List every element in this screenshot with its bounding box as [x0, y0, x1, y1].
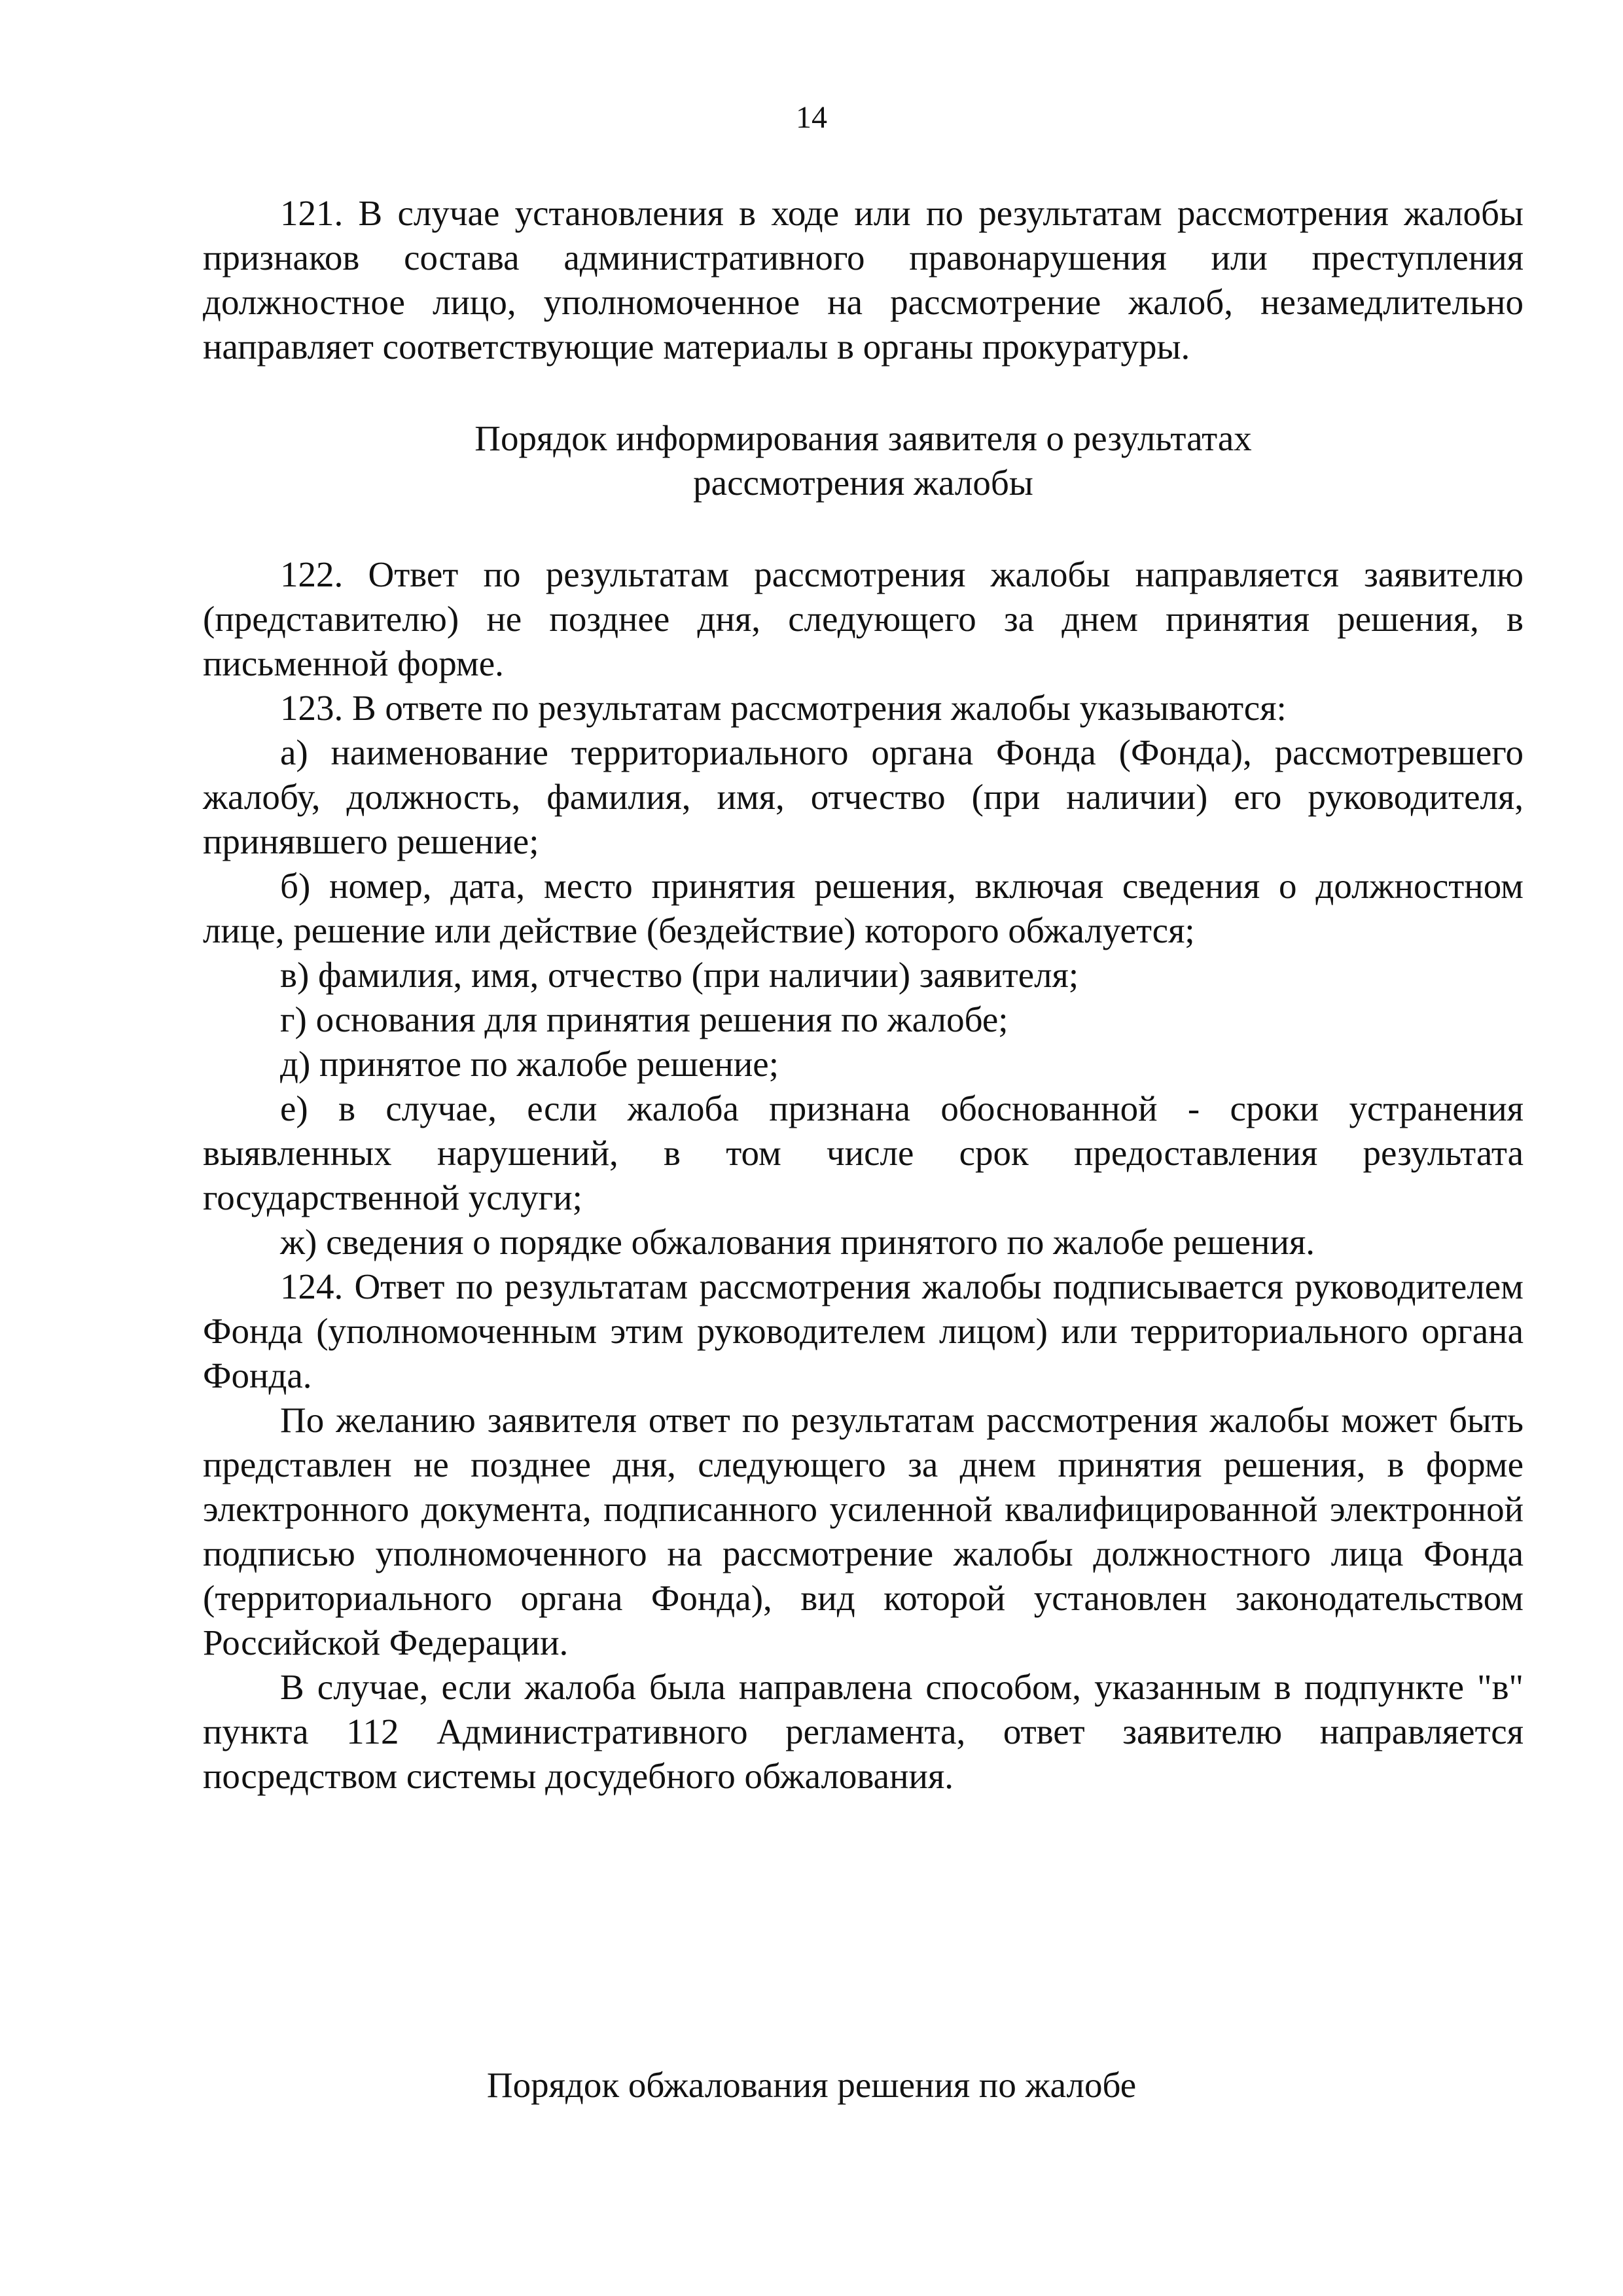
paragraph-122: 122. Ответ по результатам рассмотрения жалобы направляется заявителю (представителю) не позднее дня, следующего за днем принятия решения, в письменной форме.	[203, 554, 1524, 683]
section-heading-appeal: Порядок обжалования решения по жалобе	[486, 2065, 1137, 2105]
paragraph-123-e: е) в случае, если жалоба признана обоснованной - сроки устранения выявленных нарушений, в том числе срок предоставления результата государственной услуги;	[203, 1088, 1524, 1217]
paragraph-123: 123. В ответе по результатам рассмотрения жалобы указываются:	[280, 688, 1287, 728]
paragraph-121: 121. В случае установления в ходе или по результатам рассмотрения жалобы признаков состава административного правонарушения или преступления должностное лицо, уполномоченное на рассмотрение жалоб, незамедлительно направляет соответствующие материалы в органы прокуратуры.	[203, 193, 1524, 367]
paragraph-123-b: б) номер, дата, место принятия решения, включая сведения о должностном лице, решение или действие (бездействие) которого обжалуется;	[203, 866, 1524, 950]
section-heading-informing	[203, 416, 1524, 505]
section-heading-line-1: Порядок информирования заявителя о результатах	[474, 418, 1252, 458]
paragraph-124: 124. Ответ по результатам рассмотрения жалобы подписывается руководителем Фонда (уполномоченным этим руководителем лицом) или территориального органа Фонда.	[203, 1266, 1524, 1395]
paragraph-123-d: д) принятое по жалобе решение;	[280, 1044, 779, 1084]
paragraph-123-g: г) основания для принятия решения по жалобе;	[280, 999, 1008, 1039]
page-number: 14	[796, 100, 827, 135]
document-body	[203, 191, 1524, 1799]
paragraph-123-a: а) наименование территориального органа Фонда (Фонда), рассмотревшего жалобу, должность, фамилия, имя, отчество (при наличии) его руководителя, принявшего решение;	[203, 732, 1524, 861]
paragraph-123-v: в) фамилия, имя, отчество (при наличии) заявителя;	[280, 955, 1079, 995]
paragraph-124-electronic: По желанию заявителя ответ по результатам рассмотрения жалобы может быть представлен не позднее дня, следующего за днем принятия решения, в форме электронного документа, подписанного усиленной квалифицированной электронной подписью уполномоченного на рассмотрение жалобы должностного лица Фонда (территориального органа Фонда), вид которой установлен законодательством Российской Федерации.	[203, 1400, 1524, 1662]
paragraph-124-system: В случае, если жалоба была направлена способом, указанным в подпункте "в" пункта 112 Административного регламента, ответ заявителю направляется посредством системы досудебного обжалования.	[203, 1667, 1524, 1796]
paragraph-123-zh: ж) сведения о порядке обжалования принятого по жалобе решения.	[280, 1222, 1315, 1262]
section-heading-line-2: рассмотрения жалобы	[693, 463, 1033, 503]
